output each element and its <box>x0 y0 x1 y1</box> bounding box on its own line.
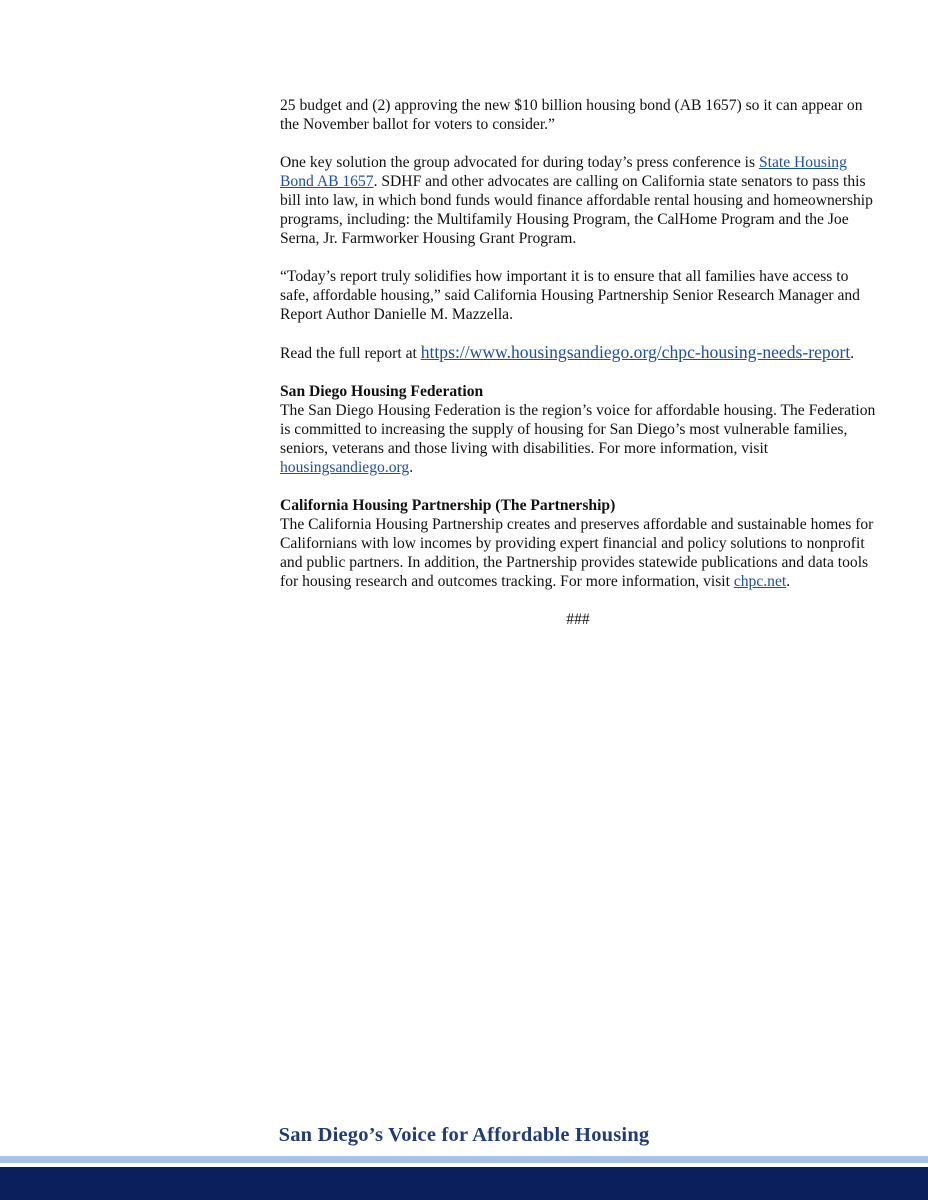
paragraph-solution-rest: . SDHF and other advocates are calling on California state senators to pass this bill into law, in which bond funds would finance affordable rental housing and homeownership programs, including: the Multifamily Housing Program, the CalHome Program and the Joe Serna, Jr. Farmworker Housing Grant Program. <box>280 173 873 247</box>
footer-band-dark <box>0 1167 928 1200</box>
footer-tagline: San Diego’s Voice for Affordable Housing <box>278 1124 650 1146</box>
sdhf-section <box>280 382 876 477</box>
paragraph-quote: “Today’s report truly solidifies how important it is to ensure that all families have access to safe, affordable housing,” said California Housing Partnership Senior Research Manager and Report Author Danielle M. Mazzella. <box>280 268 860 323</box>
document-body <box>280 96 876 648</box>
paragraph-solution-text: One key solution the group advocated for during today’s press conference is <box>280 154 759 171</box>
paragraph-budget: 25 budget and (2) approving the new $10 billion housing bond (AB 1657) so it can appear on the November ballot for voters to consider.” <box>280 97 863 133</box>
end-mark: ### <box>566 611 590 628</box>
housingsandiego-link[interactable]: housingsandiego.org <box>280 459 410 476</box>
chpc-period: . <box>786 573 791 590</box>
full-report-link[interactable]: https://www.housingsandiego.org/chpc-housing-needs-report <box>420 342 851 362</box>
sdhf-body: The San Diego Housing Federation is the region’s voice for affordable housing. The Federation is committed to increasing the supply of housing for San Diego’s most vulnerable families, seniors, veterans and those living with disabilities. For more information, visit <box>280 402 876 457</box>
chpc-link[interactable]: chpc.net <box>733 573 787 590</box>
paragraph-solution <box>280 153 876 248</box>
sdhf-period: . <box>409 459 414 476</box>
sdhf-heading: San Diego Housing Federation <box>280 383 484 400</box>
chpc-body: The California Housing Partnership creates and preserves affordable and sustainable homes for Californians with low incomes by providing expert financial and policy solutions to nonprofit and public partners. In addition, the Partnership provides statewide publications and data tools for housing research and outcomes tracking. For more information, visit <box>280 516 874 590</box>
chpc-heading: California Housing Partnership (The Partnership) <box>280 497 616 514</box>
footer-band-light <box>0 1156 928 1163</box>
read-report-text: Read the full report at <box>280 345 421 362</box>
read-report-period: . <box>850 345 855 362</box>
chpc-section <box>280 496 876 591</box>
state-housing-bond-link[interactable]: State Housing Bond AB 1657 <box>280 154 847 190</box>
paragraph-read-report <box>280 343 876 363</box>
